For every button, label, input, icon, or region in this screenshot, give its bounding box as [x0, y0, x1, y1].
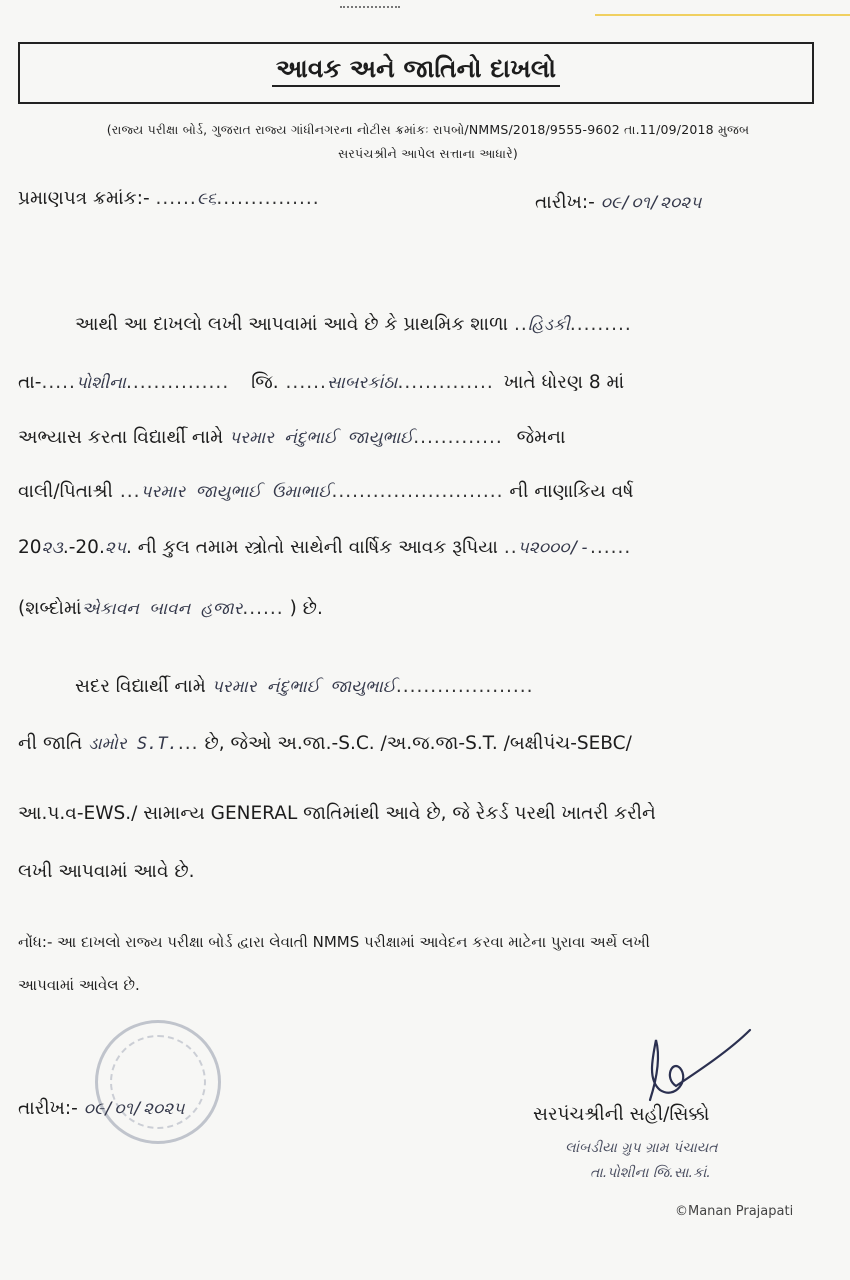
year-prefix: 20	[18, 537, 42, 558]
caste-label: ની જાતિ	[18, 733, 83, 754]
signatory-label: સરપંચશ્રીની સહી/સિક્કો	[533, 1104, 710, 1125]
guardian-row: વાલી/પિતાશ્રી ...પરમાર જાયુભાઈ ઉમાભાઈ......................... ની નાણાકિય વર્ષ	[18, 481, 634, 502]
title-box	[18, 42, 814, 102]
certificate-label: પ્રમાણપત્ર ક્રમાંક:-	[18, 188, 150, 209]
taluka-label: તા-	[18, 372, 42, 393]
authority-note-line2: સરપંચશ્રીને આપેલ સત્તાના આધારે)	[338, 146, 518, 161]
guardian-value: પરમાર જાયુભાઈ ઉમાભાઈ	[140, 482, 332, 502]
certificate-number-value: ૯૬	[196, 189, 217, 209]
income-text: . ની કુલ તમામ સ્ત્રોતો સાથેની વાર્ષિક આવક રૂપિયા	[126, 537, 498, 558]
top-edge-line	[595, 0, 850, 16]
jemna-text: જેમના	[516, 427, 566, 448]
top-edge-mark	[340, 0, 400, 8]
footer-date-label: તારીખ:-	[18, 1098, 78, 1119]
taluka-value: પોશીના	[75, 373, 126, 393]
fy-text: ની નાણાકિય વર્ષ	[509, 481, 634, 502]
district-label: જિ.	[251, 372, 279, 393]
words-end: ) છે.	[289, 598, 323, 619]
certificate-number-row: પ્રમાણપત્ર ક્રમાંક:- ......૯૬...............	[18, 188, 320, 209]
words-value: એકાવન બાવન હજાર	[81, 599, 243, 619]
header-date-value: ૦૯/૦૧/૨૦૨૫	[600, 193, 702, 213]
header-date-row	[535, 192, 701, 213]
student-label: અભ્યાસ કરતા વિદ્યાર્થી નામે	[18, 427, 224, 448]
caste-text: છે, જેઓ અ.જા.-S.C. /અ.જ.જા-S.T. /બક્ષીપંચ-SEBC/	[204, 733, 632, 754]
footer-date-value: ૦૯/૦૧/૨૦૨૫	[83, 1099, 185, 1119]
student-value: પરમાર નંદુભાઈ જાયુભાઈ	[229, 428, 414, 448]
authority-note	[38, 118, 818, 166]
caste-value: ડામોર S.T.	[88, 734, 178, 754]
year-mid: .-20.	[62, 537, 105, 558]
student2-row: સદર વિદ્યાર્થી નામે પરમાર નંદુભાઈ જાયુભાઈ....................	[75, 676, 534, 697]
intro-text: આથી આ દાખલો લખી આપવામાં આવે છે કે પ્રાથમિક શાળા	[75, 314, 509, 335]
signature-mark	[620, 1020, 760, 1110]
title-rule	[18, 102, 814, 104]
copyright-text: ©Manan Prajapati	[675, 1204, 794, 1219]
header-date-label: તારીખ:-	[535, 192, 595, 213]
student2-label: સદર વિદ્યાર્થી નામે	[75, 676, 206, 697]
document-title: આવક અને જાતિનો દાખલો	[20, 54, 812, 84]
year-end-value: ૨૫	[104, 538, 126, 558]
seal-text-line2: તા.પોશીના જિ.સા.કાં.	[590, 1165, 711, 1181]
year-start-value: ૨૩	[41, 538, 63, 558]
location-row: તા-.....પોશીના............... જિ. ......સાબરકાંઠા.............. ખાતે ધોરણ 8 માં	[18, 372, 625, 393]
caste-line2: આ.પ.વ-EWS./ સામાન્ય GENERAL જાતિમાંથી આવે છે, જે રેકર્ડ પરથી ખાતરી કરીને	[18, 803, 656, 824]
words-row: (શબ્દોમાંએકાવન બાવન હજાર...... ) છે.	[18, 598, 323, 619]
school-value: હિડકી	[527, 315, 570, 335]
standard-text: ખાતે ધોરણ 8 માં	[503, 372, 625, 393]
footer-date-row	[18, 1098, 184, 1119]
income-row: 20૨૩.-20.૨૫. ની કુલ તમામ સ્ત્રોતો સાથેની વાર્ષિક આવક રૂપિયા ..૫૨૦૦૦/-......	[18, 537, 632, 558]
student2-value: પરમાર નંદુભાઈ જાયુભાઈ	[211, 677, 396, 697]
guardian-label: વાલી/પિતાશ્રી	[18, 481, 113, 502]
caste-line3: લખી આપવામાં આવે છે.	[18, 861, 195, 882]
caste-row: ની જાતિ ડામોર S.T.... છે, જેઓ અ.જા.-S.C. /અ.જ.જા-S.T. /બક્ષીપંચ-SEBC/	[18, 733, 632, 754]
school-row: આથી આ દાખલો લખી આપવામાં આવે છે કે પ્રાથમિક શાળા ..હિડકી.........	[75, 314, 632, 335]
income-value: ૫૨૦૦૦/-	[517, 538, 590, 558]
authority-note-line1: (રાજ્ય પરીક્ષા બોર્ડ, ગુજરાત રાજ્ય ગાંધીનગરના નોટીસ ક્રમાંકઃ રાપબો/NMMS/2018/9555-9602 તા.11/09/2018 મુજબ	[106, 122, 750, 137]
words-label: (શબ્દોમાં	[18, 598, 82, 619]
student-row: અભ્યાસ કરતા વિદ્યાર્થી નામે પરમાર નંદુભાઈ જાયુભાઈ............. જેમના	[18, 427, 566, 448]
note-line1: નોંધ:- આ દાખલો રાજ્ય પરીક્ષા બોર્ડ દ્વારા લેવાતી NMMS પરીક્ષામાં આવેદન કરવા માટેના પુરાવા અર્થે લખી	[18, 933, 650, 951]
note-line2: આપવામાં આવેલ છે.	[18, 976, 140, 994]
seal-text-line1: લાંબડીયા ગ્રુપ ગ્રામ પંચાયત	[565, 1140, 718, 1156]
district-value: સાબરકાંઠા	[326, 373, 398, 393]
round-seal-stamp	[95, 1020, 221, 1144]
